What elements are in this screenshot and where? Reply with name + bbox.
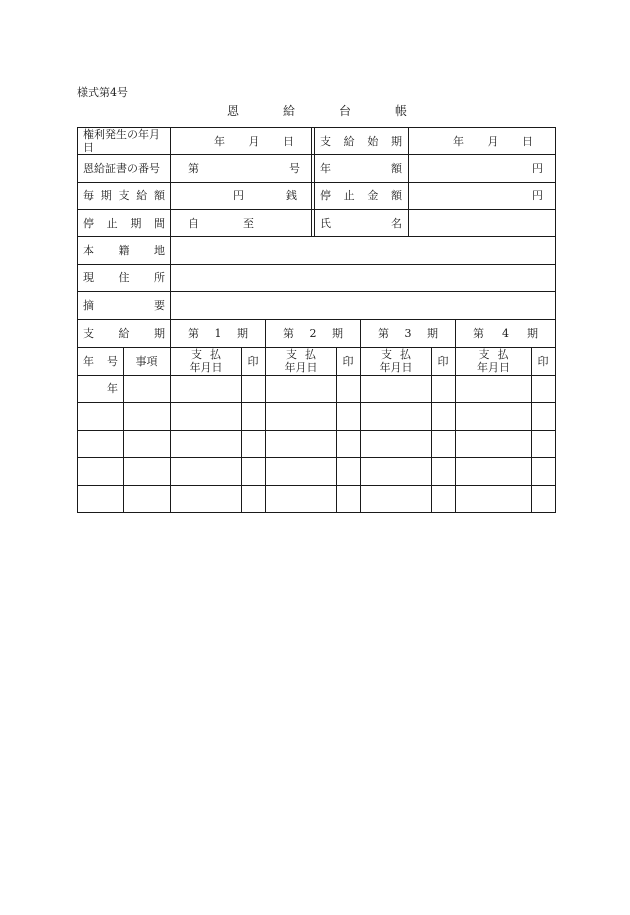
- label-char: 地: [154, 244, 165, 257]
- date-month: 月: [248, 134, 260, 148]
- title-char: 台: [338, 104, 351, 118]
- label-char: 籍: [118, 244, 130, 257]
- label-char: 支: [191, 348, 202, 361]
- title-char: 給: [282, 104, 295, 118]
- period-char: 第: [188, 326, 199, 340]
- label-payment-start: [320, 127, 402, 155]
- label-char: 払: [305, 348, 316, 361]
- label-char: 住: [118, 271, 130, 284]
- seal-label: 印: [247, 354, 259, 368]
- label-char: 本: [83, 244, 94, 257]
- payment-label-bottom: 年月日: [189, 361, 223, 374]
- label-char: 停: [83, 216, 94, 230]
- rule: [77, 375, 556, 376]
- label-char: 払: [497, 348, 509, 361]
- payment-label-top: [286, 348, 316, 361]
- unit-yen: 円: [532, 162, 543, 175]
- label-char: 支: [83, 326, 94, 340]
- label-char: 現: [83, 271, 94, 284]
- document-title: [227, 102, 407, 119]
- label-text: 権利発生の年月日: [83, 128, 160, 154]
- year-char: 年: [107, 382, 118, 395]
- payment-label-top: [479, 348, 509, 361]
- certificate-number-field: [188, 155, 300, 182]
- label-char: 要: [154, 298, 165, 312]
- date-month: 月: [487, 134, 499, 148]
- date-year: 年: [453, 134, 464, 148]
- label-char: 毎: [83, 189, 94, 202]
- ledger-table: [77, 127, 556, 513]
- period-char: 期: [427, 326, 438, 340]
- label-char: 支: [478, 348, 490, 361]
- payment-label-bottom: 年月日: [284, 361, 318, 374]
- rule: [77, 402, 556, 403]
- payment-date-header-3: [361, 347, 431, 375]
- period-1-header: [188, 319, 248, 347]
- payment-date-header-1: [171, 347, 241, 375]
- label-char: 支: [286, 348, 297, 361]
- payment-date-header-4: [456, 347, 531, 375]
- period-char: 期: [237, 326, 248, 340]
- label-char: 支: [118, 189, 130, 202]
- period-char: 期: [332, 326, 343, 340]
- period-to: 至: [243, 216, 254, 230]
- period-char: 期: [527, 326, 538, 340]
- label-year-number: [83, 347, 118, 375]
- label-char: 給: [136, 189, 148, 202]
- seal-header-1: [241, 347, 265, 375]
- seal-label: 印: [537, 354, 549, 368]
- label-per-period-payment: [83, 182, 165, 209]
- seal-header-2: [336, 347, 360, 375]
- label-char: 額: [390, 189, 402, 202]
- period-from: 自: [188, 216, 199, 230]
- label-annual-amount: [320, 155, 402, 182]
- unit-yen: 円: [233, 189, 244, 202]
- seal-label: 印: [437, 354, 449, 368]
- label-char: 所: [154, 271, 165, 284]
- label-char: 停: [320, 189, 331, 202]
- period-char: 第: [473, 326, 484, 340]
- unit-yen: 円: [532, 189, 543, 202]
- form-number: 様式第4号: [77, 86, 128, 99]
- label-item: [123, 347, 170, 375]
- first-row-year: [107, 375, 123, 402]
- label-char: 年: [83, 354, 94, 368]
- title-char: 帳: [394, 104, 407, 118]
- label-char: 給: [343, 134, 355, 148]
- date-day: 日: [522, 134, 533, 148]
- suspended-amount-field: [409, 182, 543, 209]
- payment-label-bottom: 年月日: [477, 361, 510, 374]
- period-number: 4: [502, 326, 509, 340]
- label-current-address: [83, 264, 165, 291]
- label-char: 期: [100, 189, 112, 202]
- rule: [77, 485, 556, 486]
- label-char: 支: [320, 134, 331, 148]
- label-char: 氏: [320, 216, 331, 230]
- label-char: 止: [343, 189, 355, 202]
- label-char: 期: [154, 326, 165, 340]
- label-certificate-number: [83, 155, 171, 182]
- label-registered-domicile: [83, 237, 165, 264]
- label-char: 間: [153, 216, 165, 230]
- label-char: 止: [106, 216, 118, 230]
- payment-label-top: [381, 348, 411, 361]
- label-suspended-amount: [320, 182, 402, 209]
- period-number: 2: [309, 326, 317, 340]
- rule: [555, 127, 556, 513]
- date-day: 日: [283, 134, 294, 148]
- label-char: 号: [107, 354, 118, 368]
- label-text: 恩給証書の番号: [83, 162, 160, 175]
- rule: [77, 430, 556, 431]
- period-char: 第: [378, 326, 389, 340]
- label-char: 額: [154, 189, 165, 202]
- rule: [77, 512, 556, 513]
- rule: [311, 127, 312, 237]
- seal-header-3: [431, 347, 455, 375]
- period-char: 第: [283, 326, 294, 340]
- period-4-header: [473, 319, 538, 347]
- label-payment-period: [83, 319, 165, 347]
- title-char: 恩: [227, 104, 240, 118]
- period-3-header: [378, 319, 438, 347]
- label-entitlement-date: [83, 127, 171, 155]
- rule: [77, 127, 78, 513]
- label-remarks: [83, 291, 165, 319]
- label-char: 払: [400, 348, 411, 361]
- label-char: 年: [320, 162, 331, 175]
- payment-label-bottom: 年月日: [379, 361, 413, 374]
- suspension-period-field: [171, 209, 311, 237]
- annual-amount-field: [409, 155, 543, 182]
- label-char: 名: [391, 216, 402, 230]
- date-year: 年: [214, 134, 225, 148]
- number-prefix: 第: [188, 162, 199, 175]
- number-suffix: 号: [289, 162, 300, 175]
- payment-label-top: [191, 348, 221, 361]
- per-period-payment-field: [171, 182, 311, 209]
- period-2-header: [283, 319, 343, 347]
- seal-header-4: [531, 347, 555, 375]
- period-number: 3: [404, 326, 412, 340]
- payment-start-date-field: [453, 127, 533, 155]
- period-number: 1: [214, 326, 222, 340]
- label-char: 払: [210, 348, 221, 361]
- label-char: 給: [118, 326, 130, 340]
- label-suspension-period: [83, 209, 165, 237]
- label-char: 始: [367, 134, 379, 148]
- seal-label: 印: [342, 354, 354, 368]
- label-char: 摘: [83, 298, 94, 312]
- label-char: 金: [367, 189, 379, 202]
- payment-date-header-2: [266, 347, 336, 375]
- label-char: 支: [381, 348, 392, 361]
- label-name: [320, 209, 402, 237]
- unit-sen: 銭: [286, 189, 297, 202]
- label-char: 期: [390, 134, 402, 148]
- label-char: 額: [391, 162, 402, 175]
- rule: [77, 457, 556, 458]
- rule: [314, 127, 315, 237]
- label-text: 事項: [135, 354, 158, 368]
- label-char: 期: [130, 216, 142, 230]
- entitlement-date-field: [214, 127, 294, 155]
